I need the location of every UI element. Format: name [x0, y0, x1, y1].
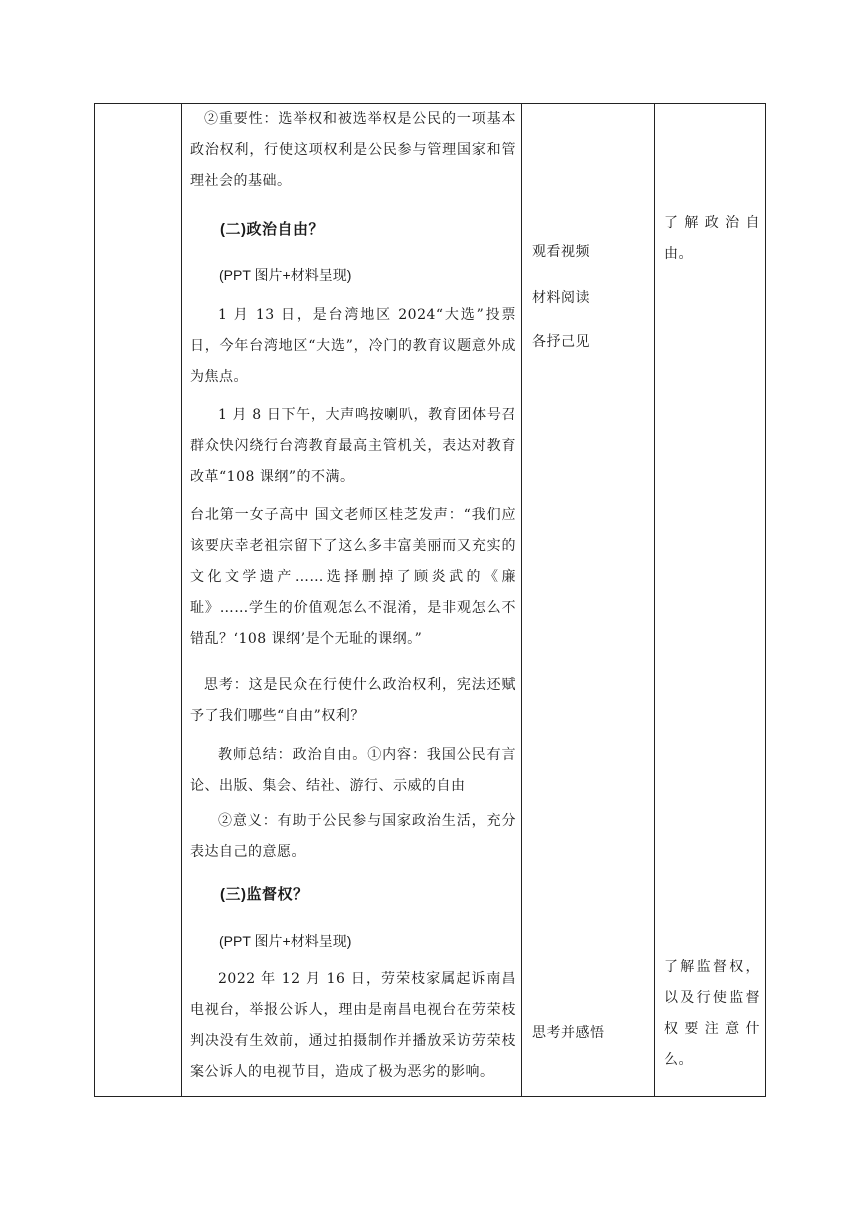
goal-political-freedom: 了解政治自由。 — [664, 215, 760, 262]
goal-supervision: 了解监督权，以及行使监督权要注意什么。 — [664, 959, 760, 1068]
meaning-paragraph: ②意义：有助于公民参与国家政治生活，充分表达自己的意愿。 — [190, 813, 516, 860]
ppt-note: (PPT 图片+材料呈现) — [219, 933, 352, 949]
quote-paragraph: 台北第一女子高中 国文老师区桂芝发声：“我们应该要庆幸老祖宗留下了这么多丰富美丽而又充实的文化文学遗产……选择删掉了顾炎武的《廉耻》……学生的价值观怎么不混淆，是非观怎么不错乱？‘108 课纲’是个无耻的课纲。” — [190, 507, 516, 647]
activity-express-views: 各抒己见 — [532, 334, 590, 350]
paragraph-jan-8: 1 月 8 日下午，大声鸣按喇叭，教育团体号召群众快闪绕行台湾教育最高主管机关，表达对教育改革“108 课纲”的不满。 — [190, 407, 516, 485]
think-question: 思考：这是民众在行使什么政治权利，宪法还赋予了我们哪些“自由”权利？ — [190, 677, 516, 724]
heading-political-freedom: (二)政治自由？ — [220, 221, 324, 238]
activity-watch-video: 观看视频 — [532, 244, 590, 260]
lesson-plan-table — [94, 103, 766, 1097]
design-intent-column — [655, 104, 767, 1096]
teacher-summary: 教师总结：政治自由。①内容：我国公民有言论、出版、集会、结社、游行、示威的自由 — [190, 747, 516, 794]
activity-read-material: 材料阅读 — [532, 290, 590, 306]
heading-supervision: (三)监督权？ — [220, 886, 309, 903]
paragraph-2022: 2022 年 12 月 16 日，劳荣枝家属起诉南昌电视台，举报公诉人，理由是南昌电视台在劳荣枝判决没有生效前，通过拍摄制作并播放采访劳荣枝案公诉人的电视节目，造成了极为恶劣的影响。 — [190, 971, 516, 1080]
ppt-note: (PPT 图片+材料呈现) — [219, 267, 352, 283]
student-activity-column — [522, 104, 655, 1096]
activity-think-reflect: 思考并感悟 — [532, 1025, 605, 1041]
paragraph-jan-13: 1 月 13 日，是台湾地区 2024“大选”投票日，今年台湾地区“大选”，冷门的教育议题意外成为焦点。 — [190, 307, 516, 385]
importance-paragraph: ②重要性：选举权和被选举权是公民的一项基本政治权利，行使这项权利是公民参与管理国家和管理社会的基础。 — [190, 111, 516, 189]
